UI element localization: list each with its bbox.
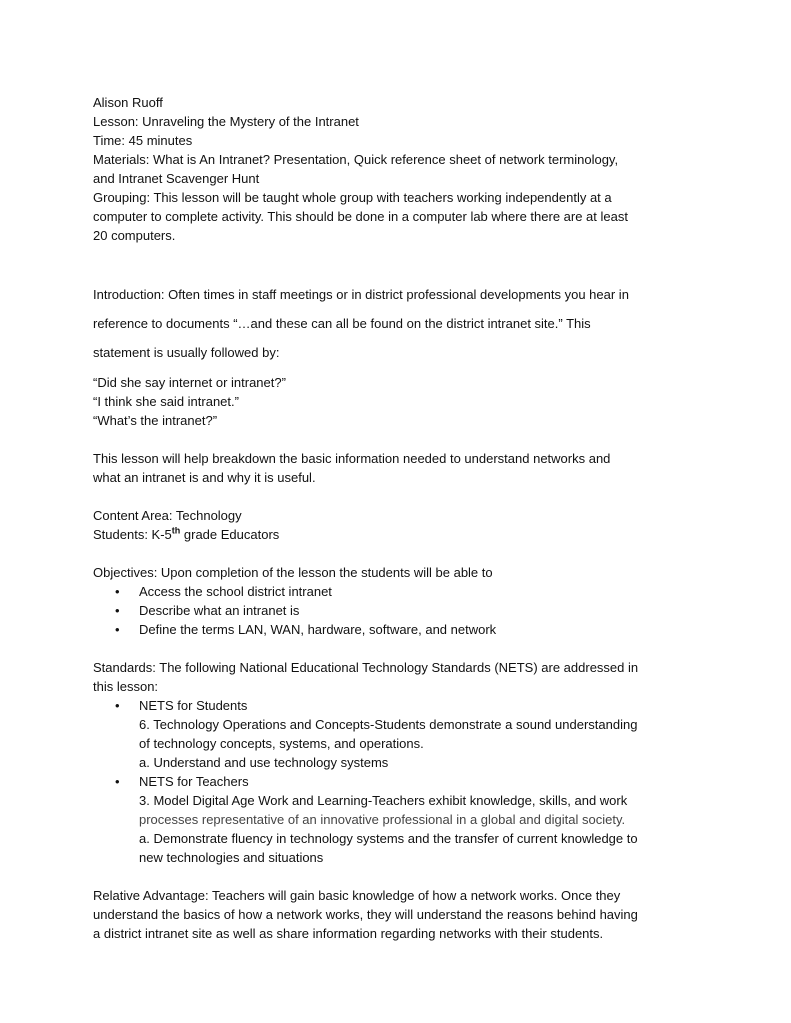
grouping-line-3: 20 computers.	[93, 228, 176, 243]
students-superscript: th	[171, 525, 181, 536]
nets-students-line-1: 6. Technology Operations and Concepts-Students demonstrate a sound understanding	[139, 717, 638, 732]
relative-advantage-line-2: understand the basics of how a network works, they will understand the reasons behind having	[93, 907, 638, 922]
materials-line-2: and Intranet Scavenger Hunt	[93, 171, 260, 186]
bullet-icon: •	[115, 774, 120, 789]
quote-1: “Did she say internet or intranet?”	[93, 375, 286, 390]
materials-line-1: Materials: What is An Intranet? Presentation, Quick reference sheet of network terminology,	[93, 152, 619, 167]
content-area: Content Area: Technology	[93, 508, 242, 523]
bullet-icon: •	[115, 622, 120, 637]
list-item	[93, 582, 703, 601]
lesson-title: Lesson: Unraveling the Mystery of the Intranet	[93, 114, 359, 129]
objectives-section	[93, 563, 703, 639]
standards-heading-1: Standards: The following National Educational Technology Standards (NETS) are addressed in	[93, 660, 639, 675]
list-item	[93, 620, 703, 639]
students-line	[93, 525, 703, 544]
summary-line-2: what an intranet is and why it is useful.	[93, 470, 316, 485]
summary-line-1: This lesson will help breakdown the basic information needed to understand networks and	[93, 451, 611, 466]
objectives-heading: Objectives: Upon completion of the lesson the students will be able to	[93, 565, 493, 580]
introduction-section	[93, 280, 703, 487]
nets-students-title: NETS for Students	[139, 698, 248, 713]
relative-advantage-line-3: a district intranet site as well as share information regarding networks with their students.	[93, 926, 604, 941]
lesson-header	[93, 93, 703, 245]
standards-section	[93, 658, 703, 867]
students-suffix: grade Educators	[180, 527, 280, 542]
standards-list	[93, 696, 703, 867]
list-item	[93, 772, 703, 867]
list-item	[93, 696, 703, 772]
grouping-line-1: Grouping: This lesson will be taught whole group with teachers working independently at a	[93, 190, 612, 205]
introduction-line-3: statement is usually followed by:	[93, 345, 280, 360]
lesson-time: Time: 45 minutes	[93, 133, 193, 148]
nets-teachers-line-2: processes representative of an innovative professional in a global and digital society.	[139, 812, 626, 827]
students-prefix: Students: K-5	[93, 527, 172, 542]
relative-advantage-section	[93, 886, 703, 943]
objective-text: Describe what an intranet is	[139, 603, 300, 618]
nets-teachers-title: NETS for Teachers	[139, 774, 249, 789]
bullet-icon: •	[115, 603, 120, 618]
nets-teachers-line-1: 3. Model Digital Age Work and Learning-Teachers exhibit knowledge, skills, and work	[139, 793, 628, 808]
nets-teachers-line-4: new technologies and situations	[139, 850, 324, 865]
objectives-list	[93, 582, 703, 639]
document-body	[93, 93, 703, 943]
relative-advantage-line-1: Relative Advantage: Teachers will gain basic knowledge of how a network works. Once they	[93, 888, 621, 903]
objective-text: Access the school district intranet	[139, 584, 332, 599]
bullet-icon: •	[115, 584, 120, 599]
quote-2: “I think she said intranet.”	[93, 394, 239, 409]
introduction-line-1: Introduction: Often times in staff meetings or in district professional developments you hear in	[93, 287, 629, 302]
introduction-line-2: reference to documents “…and these can all be found on the district intranet site.” This	[93, 316, 591, 331]
nets-students-line-2: of technology concepts, systems, and operations.	[139, 736, 424, 751]
list-item	[93, 601, 703, 620]
quote-3: “What’s the intranet?”	[93, 413, 218, 428]
author-name: Alison Ruoff	[93, 95, 163, 110]
nets-students-line-3: a. Understand and use technology systems	[139, 755, 389, 770]
grouping-line-2: computer to complete activity. This should be done in a computer lab where there are at least	[93, 209, 628, 224]
bullet-icon: •	[115, 698, 120, 713]
standards-heading-2: this lesson:	[93, 679, 159, 694]
nets-teachers-line-3: a. Demonstrate fluency in technology systems and the transfer of current knowledge to	[139, 831, 638, 846]
objective-text: Define the terms LAN, WAN, hardware, software, and network	[139, 622, 497, 637]
